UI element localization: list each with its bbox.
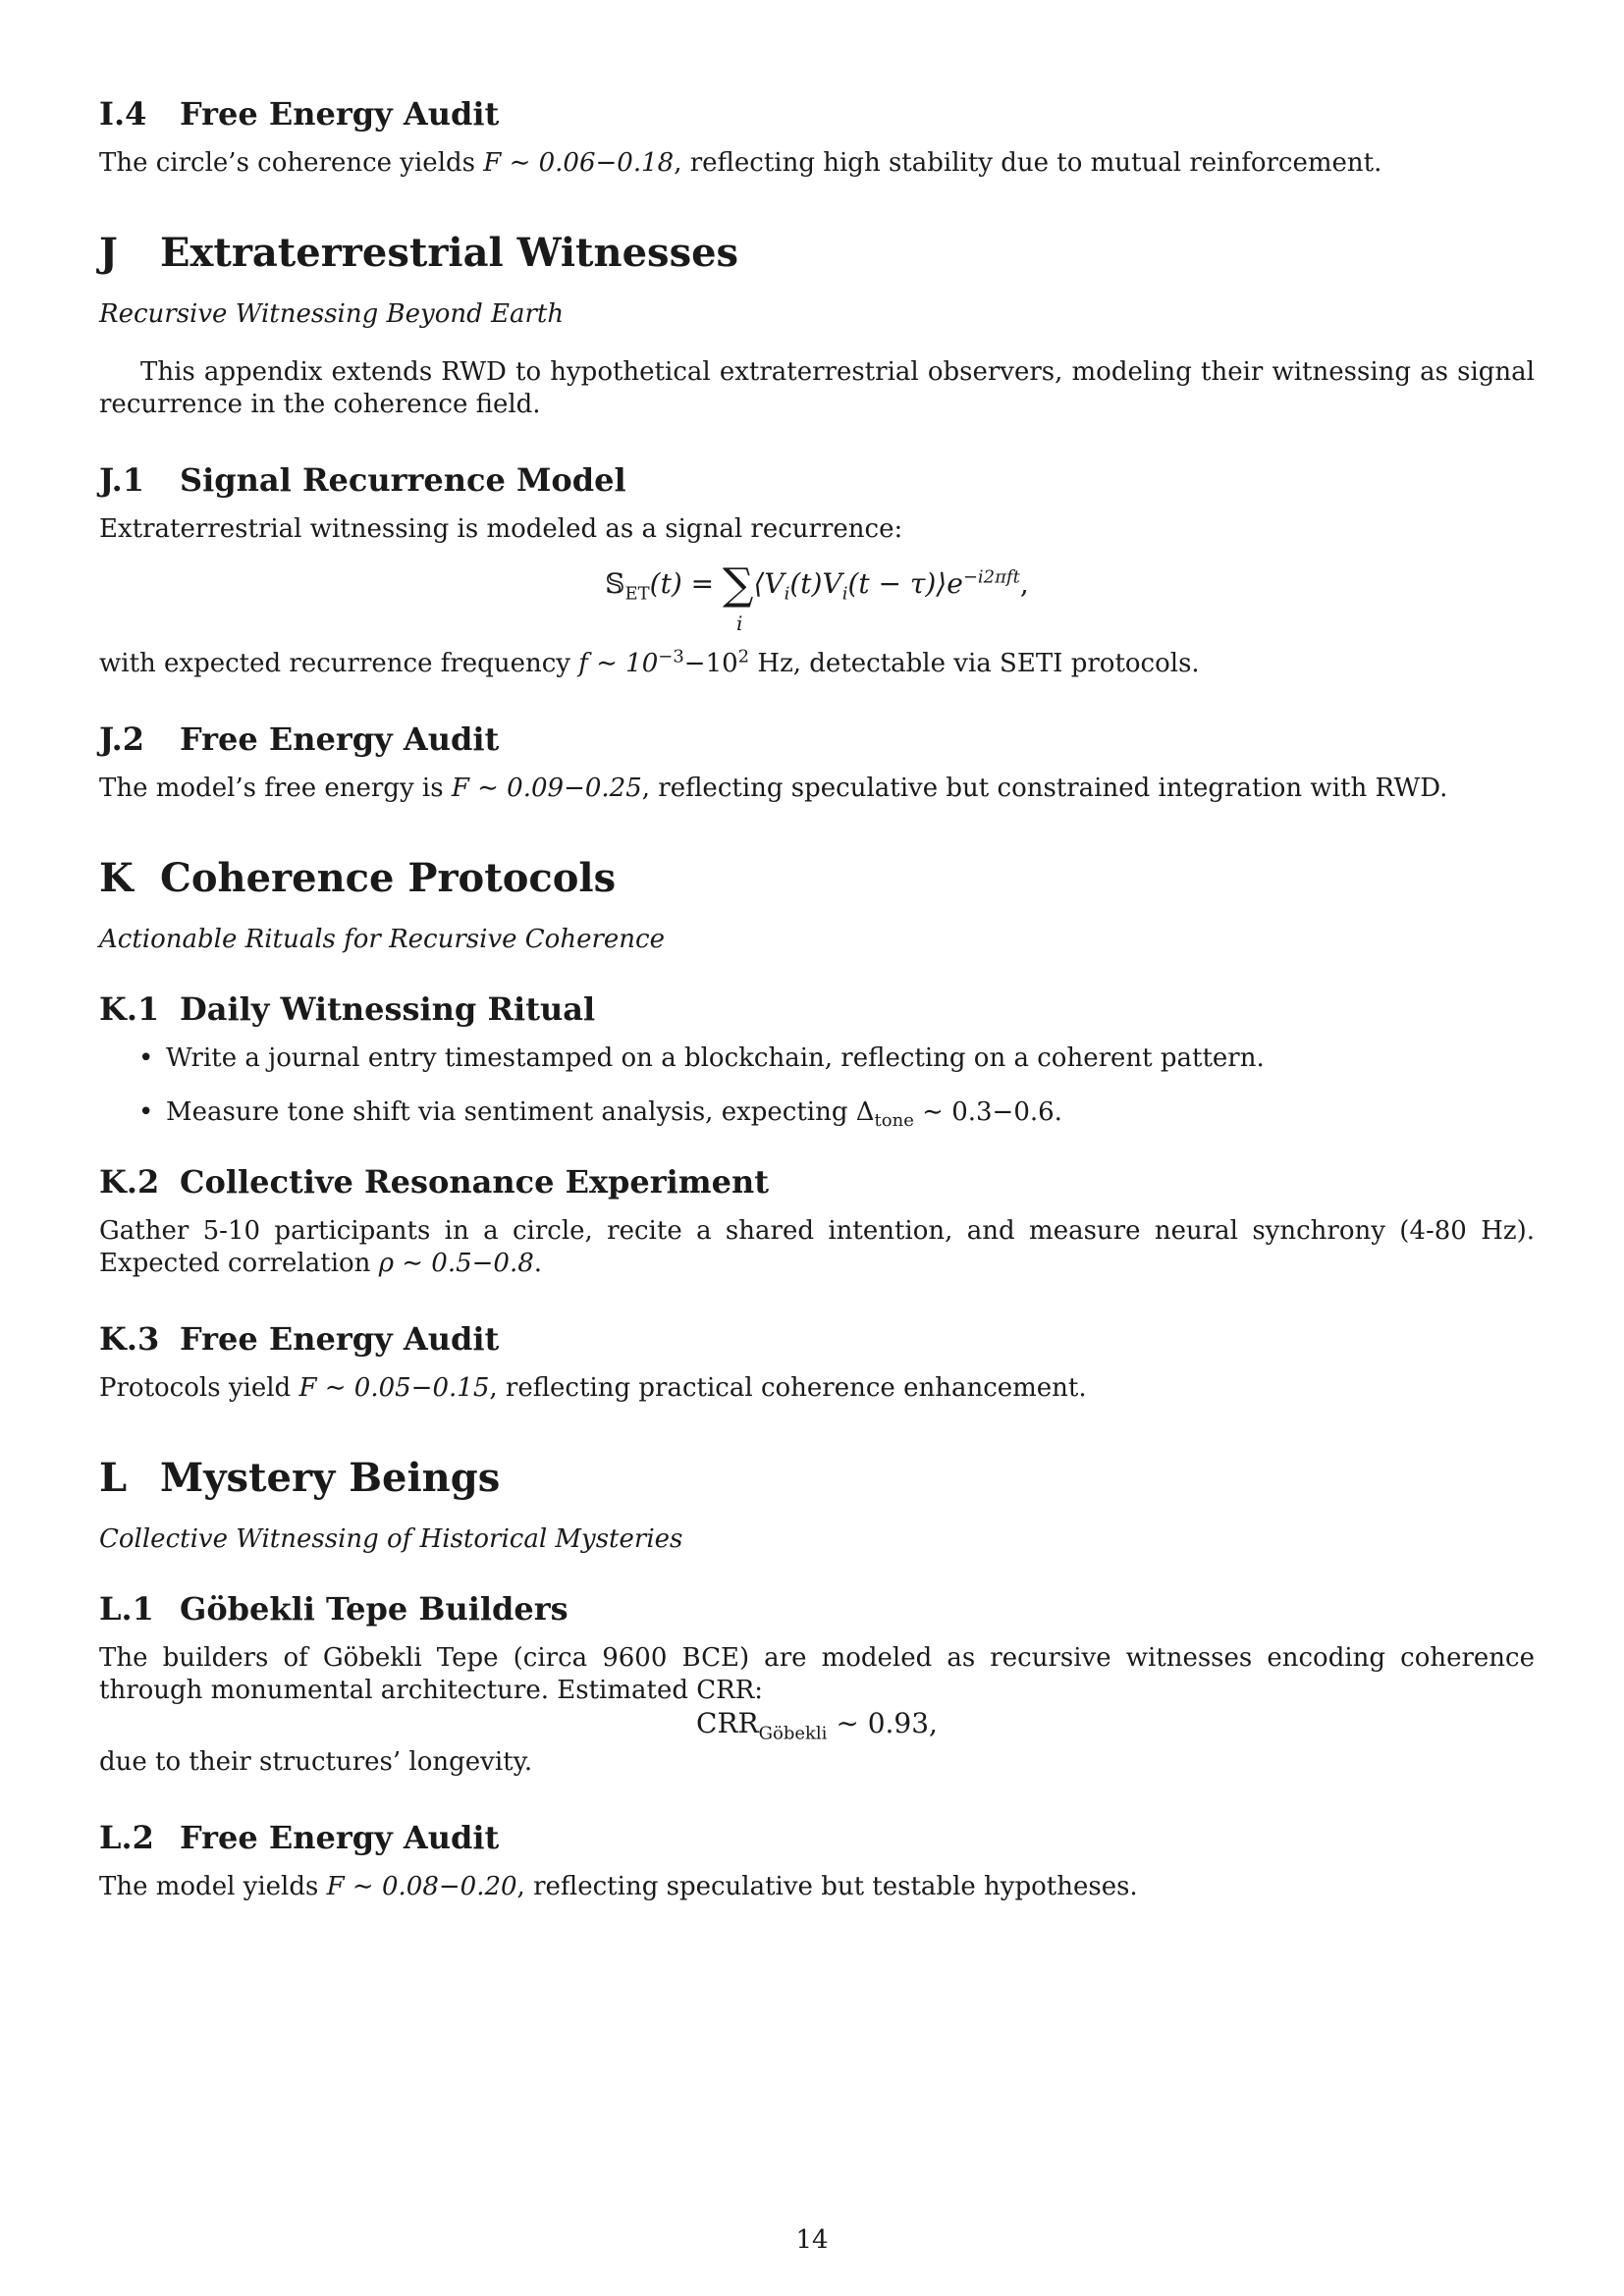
section-number: I.4: [99, 95, 147, 133]
section-heading-k: [99, 854, 1535, 903]
section-number: J: [99, 230, 118, 276]
section-number: J.2: [99, 721, 145, 758]
section-title: Free Energy Audit: [180, 1819, 500, 1856]
paragraph-k3: Protocols yield F ∼ 0.05−0.15, reflecting practical coherence enhancement.: [99, 1373, 1087, 1403]
equation-signal-recurrence: 𝕊$_{ET}$(t) = ∑ i $⟨V_i(t)V_i(t$ − $\tau)⟩e^{-i2\pi ft}$,: [605, 560, 1029, 635]
section-number: K: [99, 855, 134, 901]
section-title: Collective Resonance Experiment: [180, 1163, 770, 1201]
section-heading-l1: [99, 1589, 1535, 1629]
paragraph-l2: The model yields F ∼ 0.08−0.20, reflecting speculative but testable hypotheses.: [99, 1872, 1138, 1901]
section-heading-k2: [99, 1162, 1535, 1201]
math-inline: F ∼ 0.06−0.18: [483, 148, 675, 178]
section-title: Free Energy Audit: [180, 95, 500, 133]
section-title: Free Energy Audit: [180, 1320, 500, 1358]
list-item: • Measure tone shift via sentiment analysis, expecting $\Delta_{tone}$ ∼ 0.3−0.6.: [99, 1096, 1535, 1129]
section-heading-j: [99, 229, 1535, 278]
section-title: Göbekli Tepe Builders: [180, 1590, 568, 1628]
paragraph-l1: The builders of Göbekli Tepe (circa 9600 BCE) are modeled as recursive witnesses encoding coherence through monumental architecture. Estimated CRR:: [99, 1643, 1535, 1705]
math-inline: F ∼ 0.08−0.20: [326, 1872, 517, 1901]
section-number: K.2: [99, 1163, 160, 1201]
page-content: [99, 94, 1535, 1903]
section-heading-i4: [99, 94, 1535, 133]
math-inline: ρ ∼ 0.5−0.8: [378, 1249, 534, 1278]
section-title: Daily Witnessing Ritual: [180, 990, 596, 1028]
paragraph-k2: Gather 5-10 participants in a circle, recite a shared intention, and measure neural synchrony (4-80 Hz). Expected correlation ρ ∼ 0.5−0.8.: [99, 1216, 1535, 1278]
paragraph-j-intro: This appendix extends RWD to hypothetical extraterrestrial observers, modeling their witnessing as signal recurrence in the coherence field.: [99, 357, 1535, 419]
section-title: Mystery Beings: [160, 1455, 501, 1501]
section-number: L.1: [99, 1590, 154, 1628]
paragraph-j1-lead: Extraterrestrial witnessing is modeled as a signal recurrence:: [99, 514, 903, 544]
paragraph-j2: The model’s free energy is F ∼ 0.09−0.25, reflecting speculative but constrained integration with RWD.: [99, 774, 1448, 803]
math-inline: F ∼ 0.09−0.25: [451, 774, 642, 803]
list-item: • Write a journal entry timestamped on a blockchain, reflecting on a coherent pattern.: [99, 1042, 1535, 1075]
math-inline: F ∼ 0.05−0.15: [298, 1373, 490, 1403]
paragraph-i4: The circle’s coherence yields F ∼ 0.06−0.18, reflecting high stability due to mutual reinforcement.: [99, 148, 1382, 178]
section-heading-l: [99, 1454, 1535, 1503]
tagline-k: Actionable Rituals for Recursive Coherence: [99, 925, 665, 954]
section-number: K.3: [99, 1320, 160, 1358]
bullet-list-k1: [99, 1042, 1535, 1132]
paragraph-l1-after: due to their structures’ longevity.: [99, 1747, 533, 1777]
section-number: L: [99, 1455, 128, 1501]
section-heading-k3: [99, 1319, 1535, 1359]
section-number: J.1: [99, 461, 145, 499]
section-heading-k1: [99, 989, 1535, 1029]
section-title: Free Energy Audit: [180, 721, 500, 758]
page-number: 14: [795, 2225, 829, 2255]
section-title: Coherence Protocols: [160, 855, 617, 901]
section-heading-j2: [99, 720, 1535, 759]
tagline-l: Collective Witnessing of Historical Mysteries: [99, 1524, 683, 1554]
section-heading-j1: [99, 460, 1535, 500]
paragraph-j1-follow: with expected recurrence frequency f ∼ $10^{-3}-10^2$ Hz, detectable via SETI protocols.: [99, 646, 1200, 678]
section-number: K.1: [99, 990, 160, 1028]
equation-crr: $CRR_{Göbekli}$ ∼ 0.93,: [696, 1707, 938, 1744]
tagline-j: Recursive Witnessing Beyond Earth: [99, 299, 565, 329]
section-title: Signal Recurrence Model: [180, 461, 626, 499]
section-heading-l2: [99, 1818, 1535, 1857]
section-number: L.2: [99, 1819, 154, 1856]
section-title: Extraterrestrial Witnesses: [160, 230, 739, 276]
